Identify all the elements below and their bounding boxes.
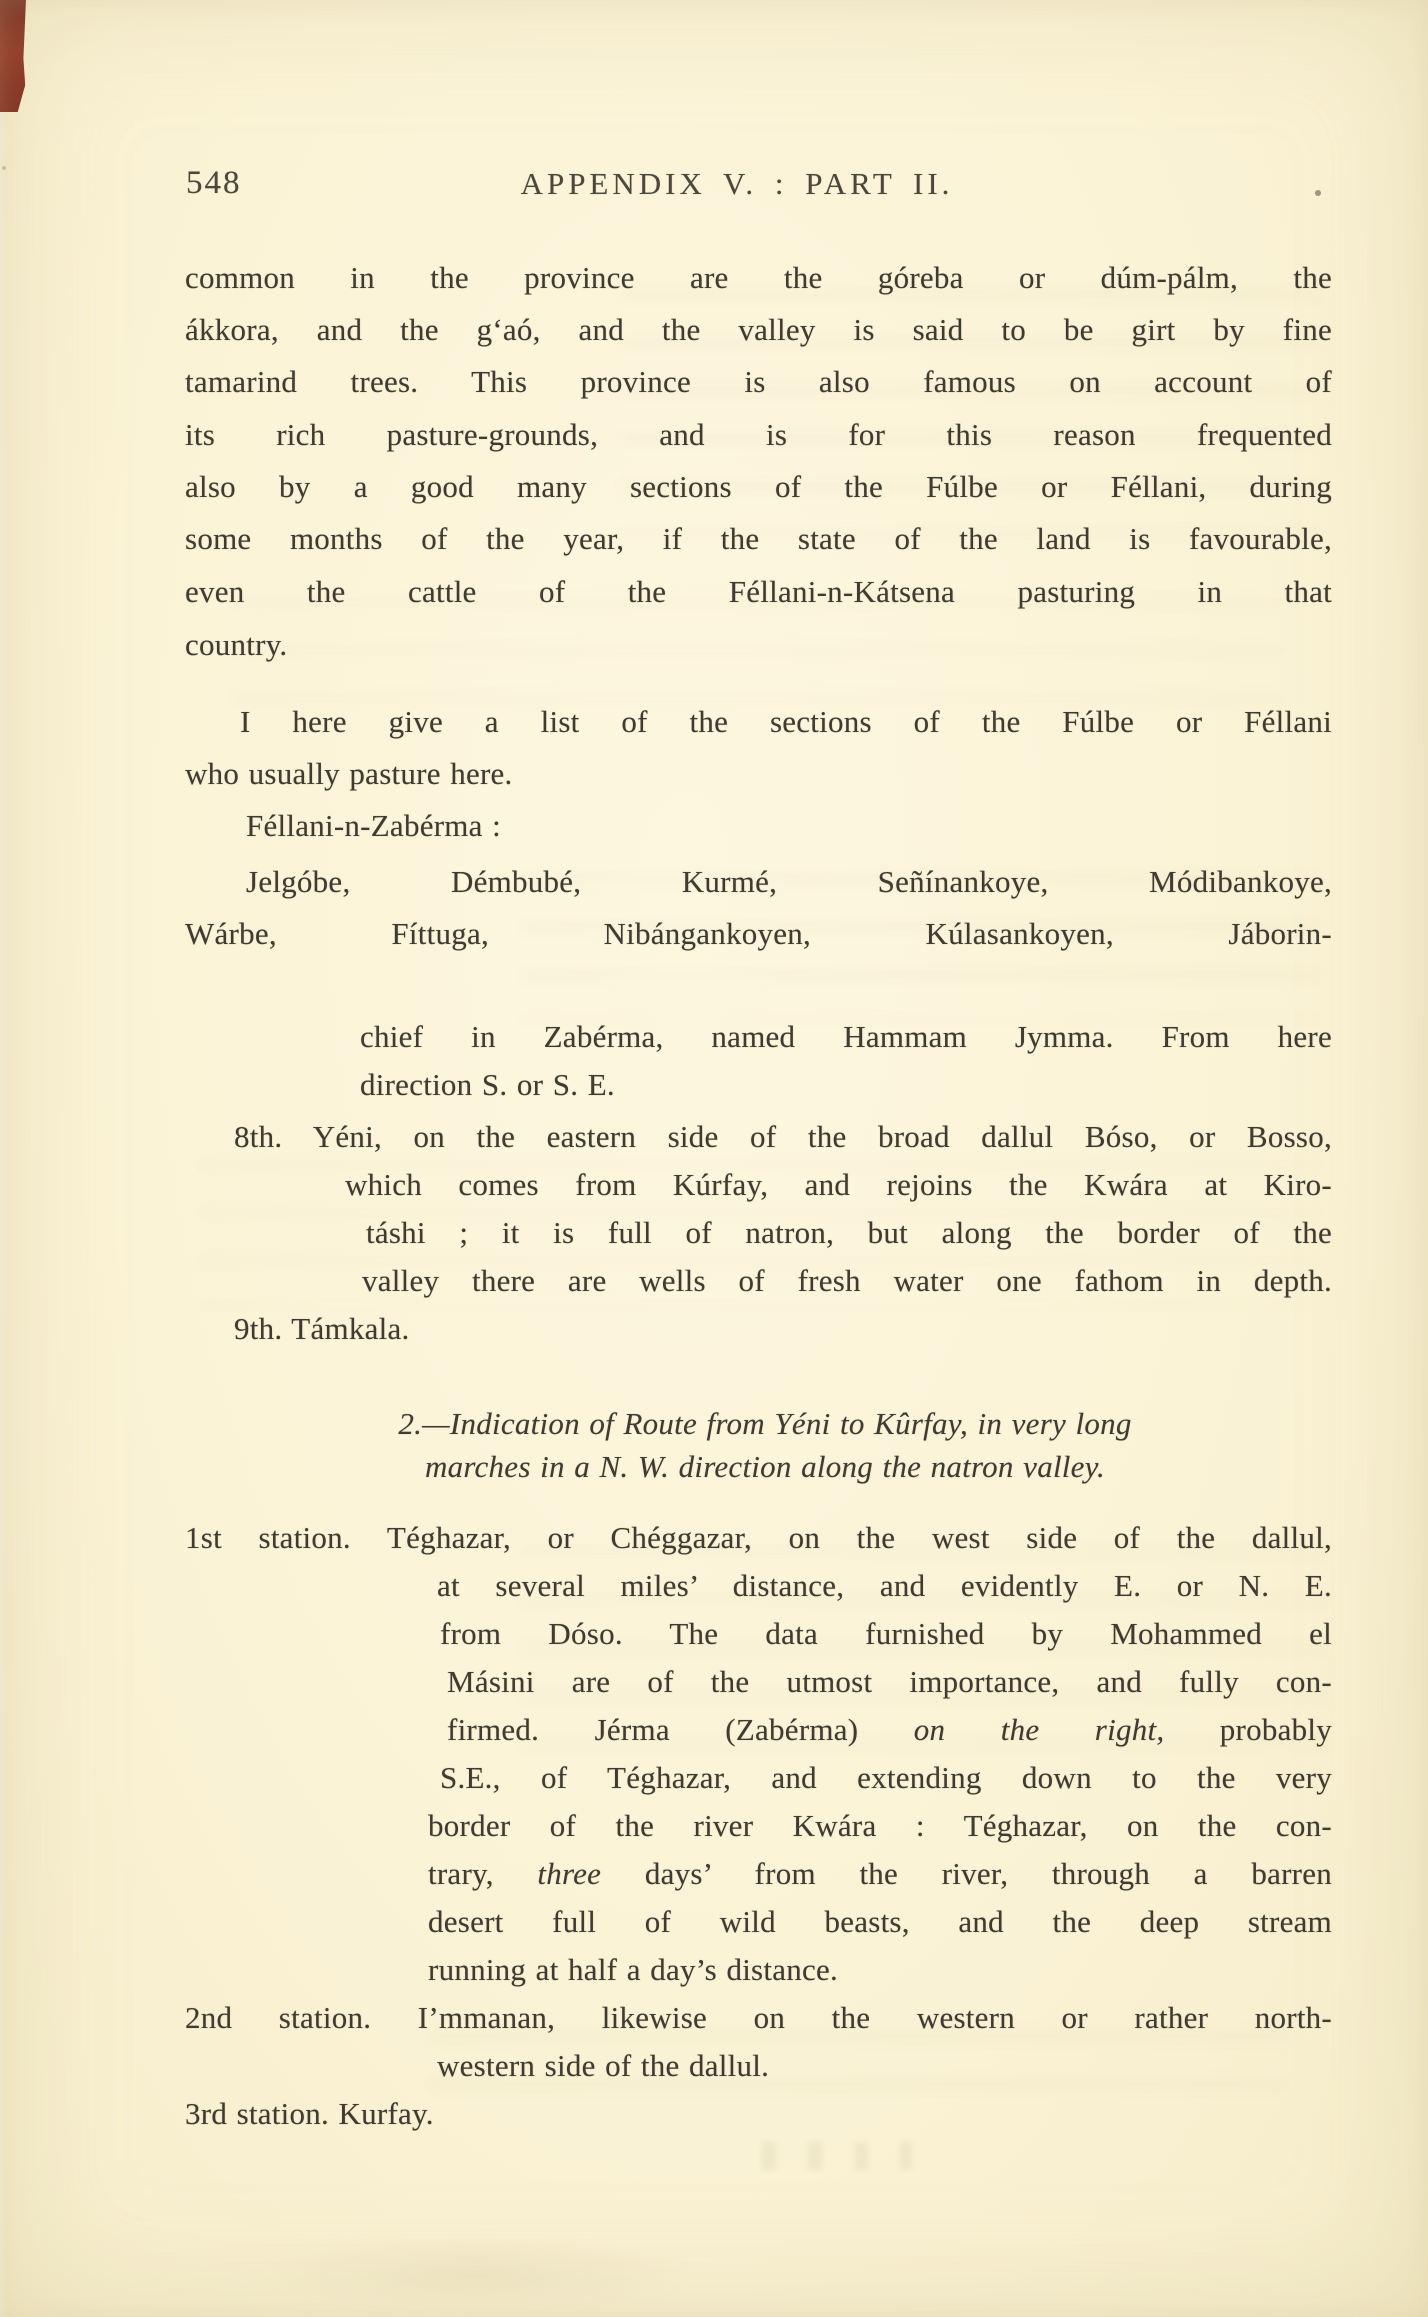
station-line-text: probably xyxy=(1164,1712,1332,1747)
list-line: 9th. Támkala. xyxy=(234,1311,410,1346)
page-number: 548 xyxy=(186,165,242,201)
body-line: country. xyxy=(185,627,288,662)
list-line: táshi ; it is full of natron, but along the border of the xyxy=(366,1215,1332,1250)
list-line: chief in Zabérma, named Hammam Jymma. From here xyxy=(360,1019,1332,1054)
station-line-text: firmed. Jérma (Zabérma) xyxy=(447,1712,914,1747)
body-line: even the cattle of the Féllani-n-Kátsena pasturing in that xyxy=(185,574,1332,609)
body-line: ákkora, and the g‘aó, and the valley is said to be girt by fine xyxy=(185,312,1332,347)
list-line: valley there are wells of fresh water one fathom in depth. xyxy=(362,1263,1332,1298)
ink-speck xyxy=(1315,190,1321,196)
running-header: APPENDIX V. : PART II. xyxy=(520,166,954,201)
station-line xyxy=(428,1850,1332,1898)
list-line: 8th. Yéni, on the eastern side of the broad dallul Bóso, or Bosso, xyxy=(234,1119,1332,1154)
station-line: running at half a day’s distance. xyxy=(428,1952,839,1987)
station-line: at several miles’ distance, and evidently E. or N. E. xyxy=(437,1568,1332,1603)
station-line: 2nd station. I’mmanan, likewise on the western or rather north- xyxy=(185,2000,1332,2035)
ink-speck xyxy=(2,166,6,170)
station-line: 3rd station. Kurfay. xyxy=(185,2096,434,2131)
bleedthrough-signature-mark xyxy=(762,2142,912,2170)
section-heading-line: 2.—Indication of Route from Yéni to Kûrfay, in very long xyxy=(398,1406,1132,1441)
list-line: direction S. or S. E. xyxy=(360,1067,615,1102)
station-line: desert full of wild beasts, and the deep stream xyxy=(428,1904,1332,1939)
body-line: also by a good many sections of the Fúlbe or Féllani, during xyxy=(185,469,1332,504)
station-line xyxy=(447,1706,1332,1754)
list-line: which comes from Kúrfay, and rejoins the Kwára at Kiro- xyxy=(345,1167,1332,1202)
station-line: from Dóso. The data furnished by Mohammed el xyxy=(440,1616,1332,1651)
station-line: border of the river Kwára : Téghazar, on the con- xyxy=(428,1808,1332,1843)
station-line: Másini are of the utmost importance, and fully con- xyxy=(447,1664,1332,1699)
book-edge-corner-mark xyxy=(0,0,26,112)
paper-stain xyxy=(260,2238,690,2308)
body-line: common in the province are the góreba or dúm-pálm, the xyxy=(185,260,1332,295)
station-line-italic: on the right, xyxy=(913,1712,1165,1747)
station-line-italic: three xyxy=(537,1856,602,1891)
station-line-text: trary, xyxy=(428,1856,538,1891)
body-line: Wárbe, Fíttuga, Nibángankoyen, Kúlasankoyen, Jáborin- xyxy=(185,916,1332,951)
section-heading-line: marches in a N. W. direction along the natron valley. xyxy=(425,1449,1105,1484)
body-line: Féllani-n-Zabérma : xyxy=(246,808,502,843)
station-line: 1st station. Téghazar, or Chéggazar, on the west side of the dallul, xyxy=(185,1520,1332,1555)
body-line: its rich pasture-grounds, and is for this reason frequented xyxy=(185,417,1332,452)
body-line: some months of the year, if the state of the land is favourable, xyxy=(185,521,1332,556)
body-line: tamarind trees. This province is also famous on account of xyxy=(185,364,1332,399)
station-line: western side of the dallul. xyxy=(437,2048,770,2083)
station-line-text: days’ from the river, through a barren xyxy=(601,1856,1332,1891)
station-line: S.E., of Téghazar, and extending down to the very xyxy=(440,1760,1332,1795)
body-line: who usually pasture here. xyxy=(185,756,513,791)
body-line: Jelgóbe, Démbubé, Kurmé, Señínankoye, Módibankoye, xyxy=(246,864,1332,899)
body-line: I here give a list of the sections of the Fúlbe or Féllani xyxy=(240,704,1332,739)
